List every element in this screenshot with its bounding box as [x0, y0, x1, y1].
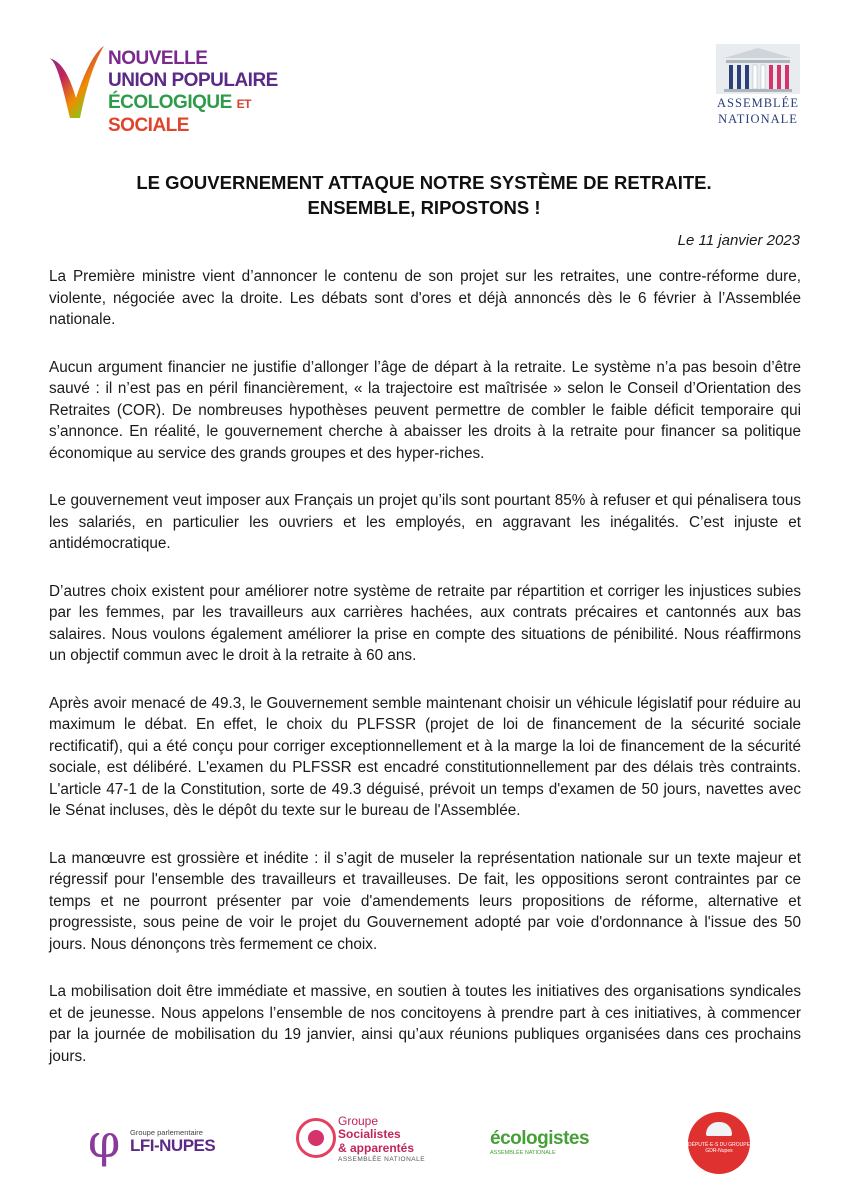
socialistes-logo — [296, 1112, 426, 1170]
eco-sub: ASSEMBLÉE NATIONALE — [490, 1150, 556, 1156]
lfi-nupes-logo — [88, 1116, 218, 1168]
title-line-1: LE GOUVERNEMENT ATTAQUE NOTRE SYSTÈME DE RETRAITE. — [136, 172, 712, 193]
building-icon — [706, 1122, 732, 1136]
paragraph: La manœuvre est grossière et inédite : il s’agit de museler la représentation nationale sur un texte majeur et régressif pour l'ensemble des travailleurs et travailleuses. De fait, les oppositions seront contraintes par ce temps et ne pourront présenter par voie d'amendements leurs propositions de réforme, alternative et progressiste, sous peine de voir le projet du Gouvernement adopté par voie d'ordonnance à l'issue des 50 jours. Nous dénonçons très fermement ce choix. — [49, 849, 801, 953]
assemblee-nationale-logo — [712, 44, 804, 124]
paragraph: D’autres choix existent pour améliorer notre système de retraite par répartition et corriger les injustices subies par les femmes, par les travailleurs aux carrières hachées, aux contrats précaires et cantonnés aux bas salaires. Nous voulons également améliorer la prise en compte des situations de pénibilité. Nous réaffirmons un objectif commun avec le droit à la retraite à 60 ans. — [49, 582, 801, 664]
phi-icon: φ — [88, 1114, 121, 1168]
nupes-v-icon — [46, 44, 108, 122]
nupes-line-3 — [108, 92, 316, 137]
soc-line-1: Groupe — [338, 1114, 379, 1128]
nupes-logo — [46, 44, 316, 136]
assemblee-building-icon — [716, 44, 800, 94]
paragraph: Aucun argument financier ne justifie d’allonger l’âge de départ à la retraite. Le système n’a pas besoin d’être sauvé : il n’est pas en péril financièrement, « la trajectoire est maîtrisée » selon le Conseil d’Orientation des Retraites (COR). De nombreuses hypothèses peuvent permettre de combler le faible déficit temporaire qui s’annonce. En réalité, le gouvernement cherche à abaisser les droits à la retraite pour financer sa politique économique au service des grands groupes et des hyper-riches. — [49, 358, 801, 462]
rose-icon — [296, 1118, 336, 1158]
document-date: Le 11 janvier 2023 — [677, 232, 800, 249]
eco-name: écologistes — [490, 1128, 590, 1149]
document-body — [49, 266, 801, 1093]
page-title — [0, 170, 848, 220]
nupes-line-1: NOUVELLE — [108, 48, 208, 69]
paragraph: La mobilisation doit être immédiate et massive, en soutien à toutes les initiatives des organisations syndicales et de jeunesse. Nous appelons l’ensemble de nos concitoyens à prendre part à ces initiatives, à commencer par la journée de mobilisation du 19 janvier, ainsi qu’aux réunions publiques organisées dans ces prochains jours. — [49, 983, 801, 1065]
nupes-wordmark — [108, 48, 316, 137]
lfi-small-text: Groupe parlementaire — [130, 1128, 203, 1137]
footer-logos — [0, 1108, 848, 1178]
title-line-2: ENSEMBLE, RIPOSTONS ! — [307, 197, 541, 218]
gdr-text: DÉPUTÉ·E·S DU GROUPE GDR-Nupes — [688, 1142, 750, 1154]
nupes-ecologique: ÉCOLOGIQUE — [108, 92, 232, 113]
nupes-sociale: SOCIALE — [108, 115, 189, 136]
soc-line-2: Socialistes — [338, 1127, 401, 1141]
soc-line-4: ASSEMBLÉE NATIONALE — [338, 1156, 426, 1163]
nupes-et: ET — [236, 97, 251, 111]
assemblee-line-1: ASSEMBLÉE — [717, 96, 799, 110]
lfi-big-text: LFI-NUPES — [130, 1136, 216, 1155]
soc-line-3: & apparentés — [338, 1141, 415, 1155]
paragraph: Après avoir menacé de 49.3, le Gouvernement semble maintenant choisir un véhicule législatif pour réduire au maximum le débat. En effet, le choix du PLFSSR (projet de loi de financement de la sécurité sociale rectificatif), qui a été conçu pour corriger exceptionnellement et à la marge la loi de financement de la sécurité sociale, est délibéré. L'examen du PLFSSR est encadré constitutionnellement par des délais très contraints. L'article 47-1 de la Constitution, sorte de 49.3 déguisé, prévoit un temps d'examen de 50 jours, navettes avec le Sénat incluses, dès le dépôt du texte sur le bureau de l'Assemblée. — [49, 694, 801, 819]
ecologistes-logo — [490, 1128, 600, 1158]
header — [0, 0, 848, 150]
nupes-line-2: UNION POPULAIRE — [108, 70, 278, 91]
paragraph: La Première ministre vient d’annoncer le contenu de son projet sur les retraites, une contre-réforme dure, violente, négociée avec la droite. Les débats sont d'ores et déjà annoncés dès le 6 février à l’Assemblée nationale. — [49, 268, 801, 328]
gdr-logo — [688, 1112, 750, 1174]
paragraph: Le gouvernement veut imposer aux Français un projet qu’ils sont pourtant 85% à refuser et qui pénalisera tous les salariés, en particulier les ouvriers et les employés, en aggravant les inégalités. C’est injuste et antidémocratique. — [49, 492, 801, 552]
assemblee-line-2: NATIONALE — [718, 112, 798, 126]
